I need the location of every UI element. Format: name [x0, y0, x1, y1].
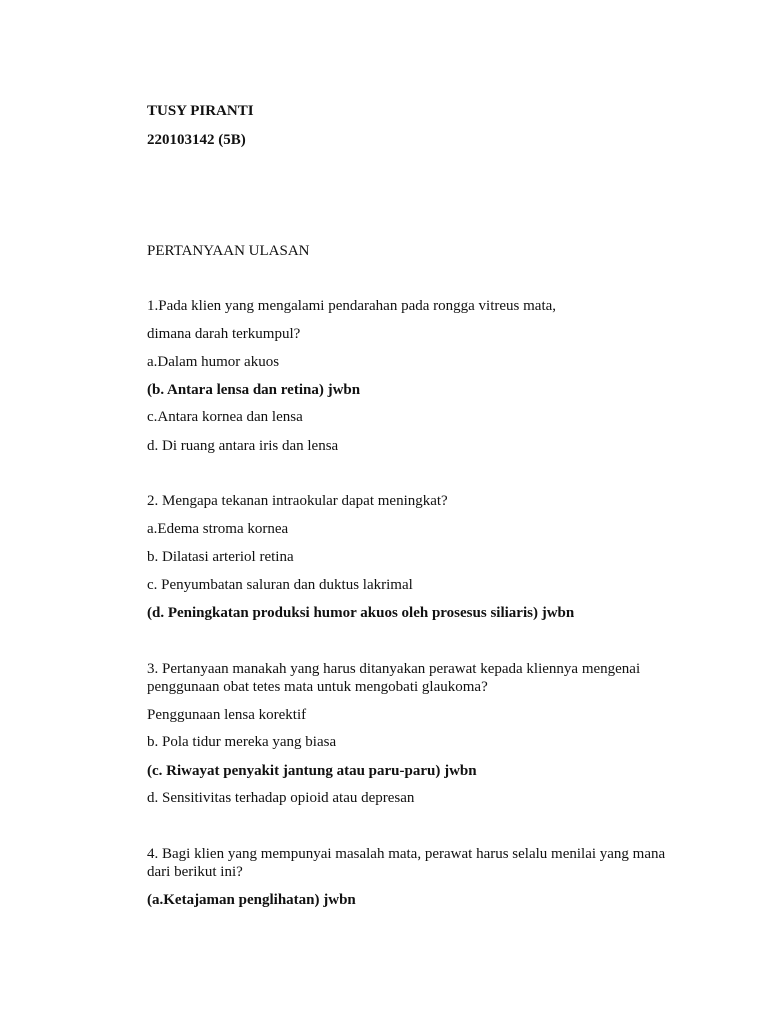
question-1-option-c: c.Antara kornea dan lensa	[147, 409, 303, 425]
question-2-option-d-answer: (d. Peningkatan produksi humor akuos oleh prosesus siliaris) jwbn	[147, 605, 575, 621]
question-4-option-a-answer: (a.Ketajaman penglihatan) jwbn	[147, 892, 356, 908]
question-2-option-c: c. Penyumbatan saluran dan duktus lakrimal	[147, 577, 413, 593]
question-1-option-d: d. Di ruang antara iris dan lensa	[147, 438, 339, 454]
question-2-option-b: b. Dilatasi arteriol retina	[147, 549, 294, 565]
question-3-option-d: d. Sensitivitas terhadap opioid atau depresan	[147, 790, 415, 806]
question-1-stem-line-2: dimana darah terkumpul?	[147, 326, 301, 342]
author-name: TUSY PIRANTI	[147, 103, 254, 119]
question-3-stem: 3. Pertanyaan manakah yang harus ditanyakan perawat kepada kliennya mengenai penggunaan obat tetes mata untuk mengobati glaukoma?	[147, 661, 641, 695]
question-3-option-b: b. Pola tidur mereka yang biasa	[147, 734, 337, 750]
question-3-option-c-answer: (c. Riwayat penyakit jantung atau paru-paru) jwbn	[147, 763, 477, 779]
question-2-stem: 2. Mengapa tekanan intraokular dapat meningkat?	[147, 493, 448, 509]
question-1-stem-line-1: 1.Pada klien yang mengalami pendarahan pada rongga vitreus mata,	[147, 298, 557, 314]
question-1-option-a: a.Dalam humor akuos	[147, 354, 280, 370]
section-title: PERTANYAAN ULASAN	[147, 243, 310, 259]
student-id: 220103142 (5B)	[147, 132, 246, 148]
question-4-stem: 4. Bagi klien yang mempunyai masalah mata, perawat harus selalu menilai yang mana dari berikut ini?	[147, 846, 666, 880]
question-3-option-a: Penggunaan lensa korektif	[147, 707, 307, 723]
question-1-option-b-answer: (b. Antara lensa dan retina) jwbn	[147, 382, 361, 398]
question-2-option-a: a.Edema stroma kornea	[147, 521, 289, 537]
